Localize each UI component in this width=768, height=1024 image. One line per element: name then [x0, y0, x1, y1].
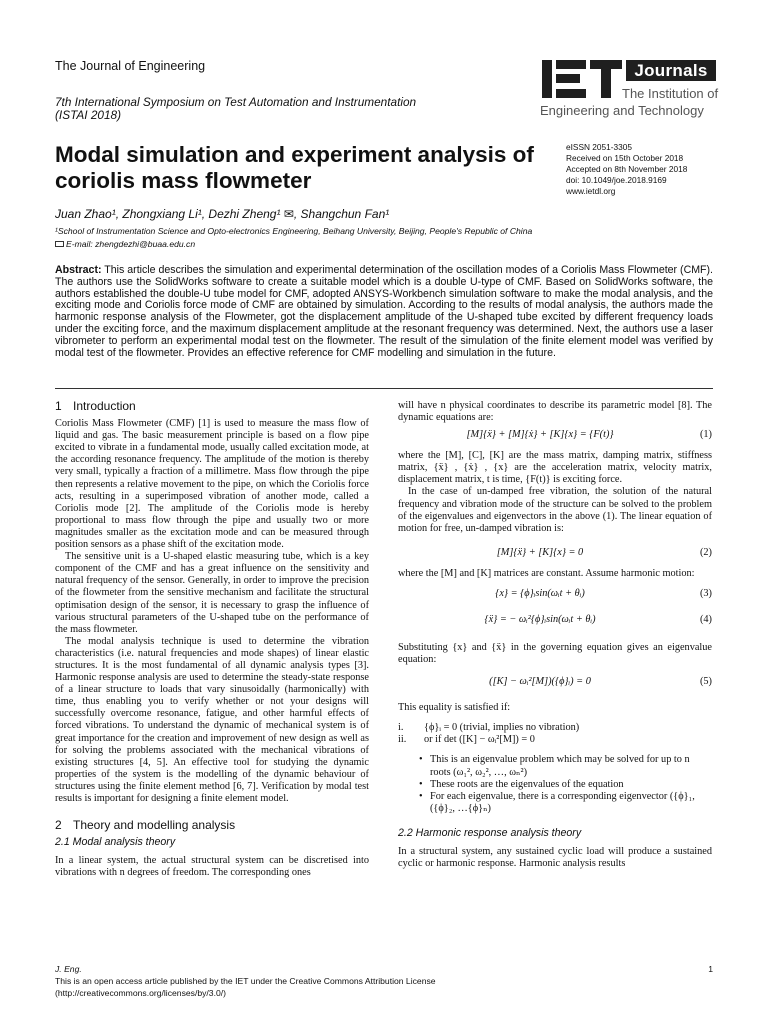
subsection-heading: 2.1 Modal analysis theory	[55, 836, 176, 849]
equation-body: {ẍ} = − ωᵢ²{ϕ}ᵢsin(ωᵢt + θᵢ)	[484, 613, 596, 625]
iet-logo-icon	[540, 58, 622, 100]
abstract-text: This article describes the simulation and experimental determination of the oscillation modes of a Coriolis Mass Flowmeter (CMF). The authors use the SolidWorks software to create a suitable model which is a double U-type of CMF. Based on SolidWorks software, the authors established the double-U tube model for CMF, adopted ANSYS-Workbench simulation software to make the modal analysis, and the exciting mode and Coriolis force mode of CMF are obtained by simulation. According to the results of modal analysis, the authors made the harmonic response analysis of the Flowmeter, got the displacement amplitude of the U-shaped tube excited by different frequency loads under the exciting force, and the maximum displacement amplitude at the resonant frequency was determined. Next, the authors use a laser vibrometer to perform an experimental modal test on the flowmeter. The result of the simulation of the finite element model was verified by modal test of the flowmeter. Provides an effective reference for CMF modelling and simulation in the future.	[55, 264, 713, 359]
bullet-item: • This is an eigenvalue problem which may be solved for up to n roots (ω₁², ω₂², …, ωₙ²)	[398, 754, 712, 778]
list-item	[398, 722, 712, 734]
journals-label: Journals	[626, 60, 716, 81]
section-title: Theory and modelling analysis	[73, 818, 236, 833]
institution-line1: The Institution of	[622, 86, 719, 101]
email-text[interactable]: E-mail: zhengdezhi@buaa.edu.cn	[66, 239, 196, 249]
equation-number: (3)	[699, 587, 712, 599]
right-column	[398, 400, 712, 870]
license-line1: This is an open access article published by the IET under the Creative Commons Attribution License	[55, 976, 436, 986]
equation-1	[398, 429, 712, 445]
abstract	[55, 265, 713, 359]
subsection-heading: 2.2 Harmonic response analysis theory	[398, 826, 582, 839]
equation-number: (1)	[699, 429, 712, 441]
equation-2	[398, 547, 712, 563]
corresponding-email	[55, 239, 195, 249]
paragraph: In a linear system, the actual structural system can be discretised into vibrations with n degrees of freedom. The corresponding ones	[55, 855, 369, 879]
paragraph: The sensitive unit is a U-shaped elastic measuring tube, which is a key component of the CMF and has a great influence on the sensitivity and natural frequency of the sensor. Generally, in order to improve the precision of the flowmeter from the sensitive mechanism and facilitate the structural optimisation design of the sensor, it is necessary to grasp the influence of various structural parameters of the U-shaped tube on the performance of the mass flowmeter.	[55, 551, 369, 635]
symposium-line2: (ISTAI 2018)	[55, 108, 122, 122]
divider	[55, 388, 713, 389]
bullet-item: • For each eigenvalue, there is a corresponding eigenvector ({ϕ}₁, ({ϕ}₂, …{ϕ}ₙ)	[398, 791, 712, 815]
received-date: Received on 15th October 2018	[566, 153, 684, 163]
symposium-line1: 7th International Symposium on Test Automation and Instrumentation	[55, 95, 417, 109]
author-list: Juan Zhao¹, Zhongxiang Li¹, Dezhi Zheng¹ ✉, Shangchun Fan¹	[55, 207, 390, 221]
paragraph: In the case of un-damped free vibration, the solution of the natural frequency and vibration mode of the structure can be solved to the problem of the eigenvalues and eigenvectors in the above (1). The linear equation of motion for free, un-damped vibration is:	[398, 486, 712, 534]
eissn: eISSN 2051-3305	[566, 142, 632, 152]
list-item	[398, 734, 712, 746]
publication-info	[566, 142, 687, 197]
page-number: 1	[708, 964, 713, 974]
envelope-icon	[55, 241, 64, 247]
paragraph: where the [M] and [K] matrices are constant. Assume harmonic motion:	[398, 567, 695, 579]
paragraph: will have n physical coordinates to describe its parametric model [8]. The dynamic equations are:	[398, 400, 712, 424]
list-label: ii.	[398, 734, 407, 746]
list-text: or if det ([K] − ωᵢ²[M]) = 0	[424, 734, 535, 746]
left-column	[55, 400, 369, 879]
list-label: i.	[398, 722, 404, 734]
equation-number: (4)	[699, 613, 712, 625]
affiliation: ¹School of Instrumentation Science and Opto-electronics Engineering, Beihang University, Beijing, People's Republic of China	[55, 226, 533, 236]
equation-body: [M]{ẍ} + [M]{ẋ} + [K]{x} = {F(t)}	[466, 429, 614, 441]
paragraph: Coriolis Mass Flowmeter (CMF) [1] is used to measure the mass flow of liquid and gas. The basic measurement principle is based on a flow pipe excited to vibrate in a fundamental mode, usually called excitation mode, at the according resonance frequency. The amplitude of the motion is thereby very small, typically a fraction of a millimetre. Mass flow through the pipe then represents a relative movement to the pipe, on which the Coriolis force acts, resulting in a superimposed vibration of another mode, called a Coriolis mode [2]. The amplitude of the Coriolis mode is hereby proportional to mass flow through the pipe and usually two or more magnitudes smaller as the excitation mode and can be measured through position sensors as a phase shift of the excitation mode.	[55, 418, 369, 551]
page-footer	[55, 963, 713, 999]
abstract-label: Abstract:	[55, 264, 102, 276]
paper-title: Modal simulation and experiment analysis of coriolis mass flowmeter	[55, 142, 534, 193]
paragraph: Substituting {x} and {ẍ} in the governing equation gives an eigenvalue equation:	[398, 641, 712, 666]
iet-logo	[540, 58, 719, 122]
journal-abbrev: J. Eng.	[55, 964, 82, 974]
section-number: 2	[55, 818, 62, 833]
equation-5	[398, 676, 712, 692]
list-text: {ϕ}ᵢ = 0 (trivial, implies no vibration)	[424, 722, 580, 734]
equation-number: (5)	[699, 676, 712, 688]
section-heading-introduction	[55, 400, 369, 412]
journal-name: The Journal of Engineering	[55, 59, 206, 73]
license-link[interactable]: (http://creativecommons.org/licenses/by/3.0/)	[55, 988, 226, 998]
equation-3	[398, 588, 712, 604]
symposium-name	[55, 96, 416, 122]
bullet-item: • These roots are the eigenvalues of the equation	[398, 779, 712, 791]
paragraph: In a structural system, any sustained cyclic load will produce a sustained cyclic or harmonic response. Harmonic analysis results	[398, 845, 712, 870]
doi[interactable]: doi: 10.1049/joe.2018.9169	[566, 175, 667, 185]
paragraph: The modal analysis technique is used to determine the vibration characteristics (i.e. natural frequencies and mode shapes) of linear elastic structures. It is the most fundamental of all dynamic analysis types [3]. Harmonic response analysis are used to determine the steady-state response of a linear structure to loads that vary sinusoidally (harmonically) with time, thus enabling you to verify whether or not your designs will successfully overcome resonance, fatigue, and other harmful effects of forced vibrations. To understand the dynamic of mechanical system is of great importance for the creation and improvement of new design as well as for solving the problems associated with the mechanical vibrations of existing structures [4, 5]. An effective tool for studying the dynamic properties of the system is the modelling of the dynamic behaviour of structures using the finite element method [6, 7]. Verification by modal test results is important for designing a finite element model.	[55, 635, 369, 804]
equation-body: {x} = {ϕ}ᵢsin(ωᵢt + θᵢ)	[495, 587, 585, 599]
paragraph: This equality is satisfied if:	[398, 702, 511, 714]
paragraph: where the [M], [C], [K] are the mass matrix, damping matrix, stiffness matrix, {ẍ} , {ẋ} , {x} are the acceleration matrix, velocity matrix, displacement matrix, t is time, {F(t)} is exciting force.	[398, 450, 712, 486]
equation-number: (2)	[699, 546, 712, 558]
section-heading-theory	[55, 819, 369, 831]
section-title: Introduction	[73, 399, 136, 413]
equation-4	[398, 614, 712, 630]
accepted-date: Accepted on 8th November 2018	[566, 164, 688, 174]
institution-line2: Engineering and Technology	[540, 103, 704, 118]
equation-body: [M]{ẍ} + [K]{x} = 0	[496, 546, 584, 558]
section-number: 1	[55, 399, 62, 413]
website-link[interactable]: www.ietdl.org	[566, 186, 616, 196]
equation-body: ([K] − ωᵢ²[M])({ϕ}ᵢ) = 0	[489, 676, 591, 688]
